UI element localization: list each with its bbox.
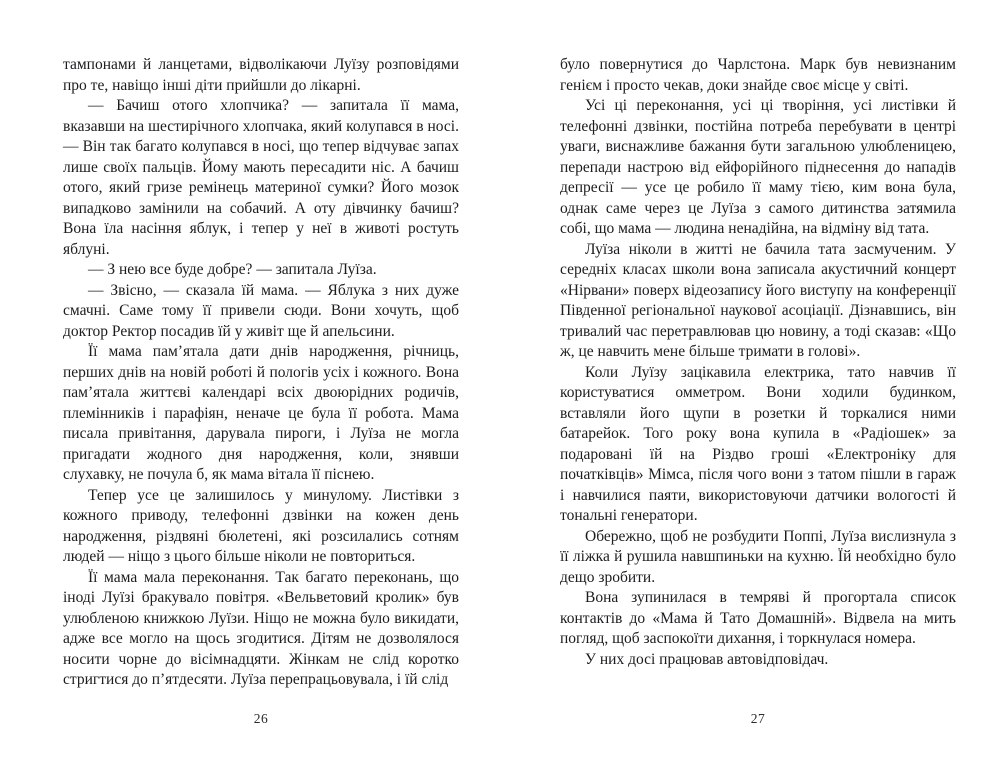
paragraph: — Бачиш отого хлопчика? — запитала її мама, вказавши на шестирічного хлопчака, який колупався в носі. — Він так багато колупався в носі, що тепер відчуває запах лише своїх пальців. Йому мають пересадити ніс. А бачиш отого, який гризе ремінець материної сумки? Його мозок випадково замінили на собачий. А оту дівчинку бачиш? Вона їла насіння яблук, і тепер у неї в животі ростуть яблуні.	[63, 97, 459, 258]
page-left-text	[63, 55, 459, 691]
paragraph: — Звісно, — сказала їй мама. — Яблука з них дуже смачні. Саме тому її привели сюди. Вони хочуть, щоб доктор Ректор посадив їй у живіт ще й апельсини.	[63, 281, 459, 340]
paragraph: Коли Луїзу зацікавила електрика, тато навчив її користуватися омметром. Вони ходили будинком, вставляли його щупи в розетки й торкалися ними батарейок. Того року вона купила в «Радіошек» за подаровані їй на Різдво гроші «Електроніку для початківців» Мімса, після чого вони з татом пішли в гараж і навчилися паяти, використовуючи датчики вологості й тональні генератори.	[560, 363, 956, 524]
paragraph: було повернутися до Чарлстона. Марк був невизнаним генієм і просто чекав, доки знайде своє місце у світі.	[560, 56, 956, 94]
paragraph: Її мама пам’ятала дати днів народження, річниць, перших днів на новій роботі й пологів усіх і кожного. Вона пам’ятала життєві календарі всіх двоюрідних родичів, племінників і парафіян, неначе це була її робота. Мама писала привітання, дарувала пироги, і Луїза не могла пригадати жодного дня народження, коли, знявши слухавку, не почула б, як мама вітала її піснею.	[63, 343, 459, 483]
paragraph: Тепер усе це залишилось у минулому. Листівки з кожного приводу, телефонні дзвінки на кожен день народження, різдвяні бюлетені, які розсилались сотням людей — ніщо з цього більше ніколи не повториться.	[63, 486, 459, 565]
paragraph: — З нею все буде добре? — запитала Луїза.	[88, 261, 377, 278]
paragraph: тампонами й ланцетами, відволікаючи Луїзу розповідями про те, навіщо інші діти прийшли до лікарні.	[63, 56, 459, 94]
paragraph: Луїза ніколи в житті не бачила тата засмученим. У середніх класах школи вона записала акустичний концерт «Нірвани» поверх відеозапису його виступу на конференції Південної регіональної наукової асоціації. Дізнавшись, він тривалий час перетравлював цю новину, а тоді сказав: «Що ж, це навчить мене більше тримати в голові».	[560, 240, 956, 360]
page-right-text	[560, 55, 956, 670]
paragraph: У них досі працював автовідповідач.	[585, 650, 829, 668]
page-number-right: 27	[750, 711, 766, 726]
page-right	[560, 0, 956, 762]
page-number-left: 26	[253, 711, 269, 726]
paragraph: Її мама мала переконання. Так багато переконань, що іноді Луїзі бракувало повітря. «Вельветовий кролик» був улюбленою книжкою Луїзи. Ніщо не можна було викидати, адже все могло на щось згодитися. Дітям не дозволялося носити чорне до вісімнадцяти. Жінкам не слід коротко стригтися до п’ятдесяти. Луїза перепрацьовувала, і їй слід	[63, 568, 459, 688]
paragraph: Усі ці переконання, усі ці творіння, усі листівки й телефонні дзвінки, постійна потреба перебувати в центрі уваги, виснажливе бажання бути загальною улюбленицею, перепади настрою від ейфорійного піднесення до нападів депресії — усе це робило її маму тією, ким вона була, однак саме через це Луїза з самого дитинства затямила собі, що мама — людина ненадійна, на відміну від тата.	[560, 97, 956, 237]
paragraph: Вона зупинилася в темряві й прогортала список контактів до «Мама й Тато Домашній». Відвела на мить погляд, щоб заспокоїти дихання, і торкнулася номера.	[560, 589, 956, 647]
page-left	[63, 0, 459, 762]
paragraph: Обережно, щоб не розбудити Поппі, Луїза вислизнула з її ліжка й рушила навшпиньки на кухню. Їй необхідно було дещо зробити.	[560, 527, 956, 586]
